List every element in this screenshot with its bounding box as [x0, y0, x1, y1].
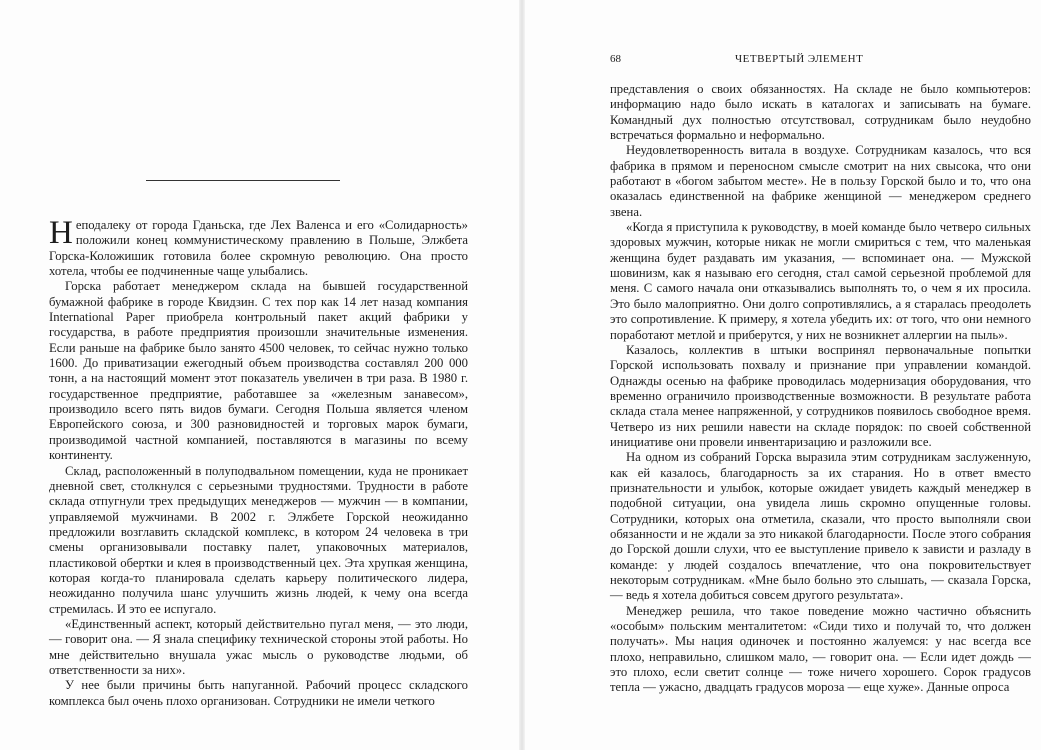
right-body-text: [610, 82, 1031, 696]
drop-cap: Н: [49, 215, 73, 251]
paragraph: Неудовлетворенность витала в воздухе. Сотрудникам казалось, что вся фабрика в прямом и переносном смысле смотрит на них свысока, что они работают в «богом забытом месте». Не в пользу Горской было и то, что она оказалась единственной на фабрике женщиной — менеджером среднего звена.: [610, 143, 1031, 219]
paragraph: Горска работает менеджером склада на бывшей государственной бумажной фабрике в городе Квидзин. С тех пор как 14 лет назад компания International Paper приобрела контрольный пакет акций фабрики у государства, в работе предприятия произошли значительные изменения. Если раньше на фабрике было занято 4500 человек, то сейчас нужно только 1600. До приватизации ежегодный объем производства составлял 200 000 тонн, а на настоящий момент этот показатель увеличен в три раза. В 1980 г. государственное предприятие, работавшее за «железным занавесом», производило всего пять видов бумаги. Сегодня Польша является членом Европейского союза, и 300 разновидностей и торговых марок бумаги, производимой частной компанией, поставляются в магазины по всему континенту.: [49, 279, 468, 463]
chapter-rule: [146, 180, 340, 181]
page-number: 68: [610, 53, 621, 65]
paragraph: «Когда я приступила к руководству, в моей команде было четверо сильных здоровых мужчин, которые никак не могли смириться с тем, что маленькая женщина будет раздавать им указания, — вспоминает она. — Мужской шовинизм, как я называю его сегодня, стал самой серьезной проблемой для меня. С самого начала они отказывались выполнять то, о чем я их просила. Это было малоприятно. Они долго сопротивлялись, а я старалась преодолеть это сопротивление. К примеру, я хотела убедить их: от того, что они немного поработают метлой и приберутся, у них не возникнет аллергии на пыль».: [610, 220, 1031, 342]
paragraph-text: еподалеку от города Гданьска, где Лех Валенса и его «Солидарность» положили конец коммунистическому правлению в Польше, Элжбета Горска-Коложишик готовила более скромную революцию. Она просто хотела, чтобы ее подчиненные чаще улыбались.: [49, 218, 468, 279]
paragraph: [49, 215, 468, 279]
running-head: ЧЕТВЕРТЫЙ ЭЛЕМЕНТ: [735, 53, 864, 65]
paragraph: «Единственный аспект, который действительно пугал меня, — это люди, — говорит она. — Я знала специфику технической стороны этой работы. Но мне действительно внушала ужас мысль о руководстве людьми, об ответственности за них».: [49, 616, 468, 677]
paragraph: представления о своих обязанностях. На складе не было компьютеров: информацию надо было искать в каталогах и записывать на бумаге. Командный дух полностью отсутствовал, сотрудникам было неудобно встречаться формально и неформально.: [610, 82, 1031, 143]
paragraph: У нее были причины быть напуганной. Рабочий процесс складского комплекса был очень плохо организован. Сотрудники не имели четкого: [49, 678, 468, 708]
left-body-text: [49, 215, 468, 709]
paragraph: Склад, расположенный в полуподвальном помещении, куда не проникает дневной свет, столкнулся с серьезными трудностями. Трудности в работе склада отпугнули трех предыдущих менеджеров — мужчин — в компании, управляемой мужчинами. В 2002 г. Элжбете Горской неожиданно предложили возглавить складской комплекс, в котором 24 человека в три смены организовывали поставку палет, упаковочных материалов, пластиковой обертки и клея в производственный цех. Эта хрупкая женщина, которая когда-то планировала сделать карьеру политического лидера, неожиданно получила шанс улучшить жизнь людей, к чему она всегда стремилась. И это ее испугало.: [49, 463, 468, 616]
paragraph: Казалось, коллектив в штыки воспринял первоначальные попытки Горской использовать похвалу и признание при управлении командой. Однажды осенью на фабрике проводилась модернизация оборудования, что временно ограничило производственные возможности. В результате работа склада стала менее напряженной, у сотрудников появилось свободное время. Четверо из них решили навести на складе порядок: по своей собственной инициативе они провели инвентаризацию и разложили все.: [610, 342, 1031, 449]
paragraph: На одном из собраний Горска выразила этим сотрудникам заслуженную, как ей казалось, благодарность за их старания. Но в ответ вместо признательности и улыбок, которые ожидает увидеть каждый менеджер в подобной ситуации, она увидела лишь скромно опущенные головы. Сотрудники, которых она отметила, сказали, что просто выполняли свои обязанности и не ждали за это никакой благодарности. После этого собрания до Горской дошли слухи, что ее выступление привело к зависти и разладу в команде: у людей создалось впечатление, что она покровительствует некоторым сотрудникам. «Мне было больно это слышать, — сказала Горска, — ведь я хотела добиться совсем другого результата».: [610, 450, 1031, 603]
paragraph: Менеджер решила, что такое поведение можно частично объяснить «особым» польским менталитетом: «Сиди тихо и получай то, что должен получать». Мы нация одиночек и постоянно жалуемся: у нас всегда все плохо, неправильно, слишком мало, — говорит она. — Если идет дождь — это плохо, если светит солнце — тоже ничего хорошего. Сорок градусов тепла — ужасно, двадцать градусов мороза — еще хуже». Данные опроса: [610, 603, 1031, 695]
